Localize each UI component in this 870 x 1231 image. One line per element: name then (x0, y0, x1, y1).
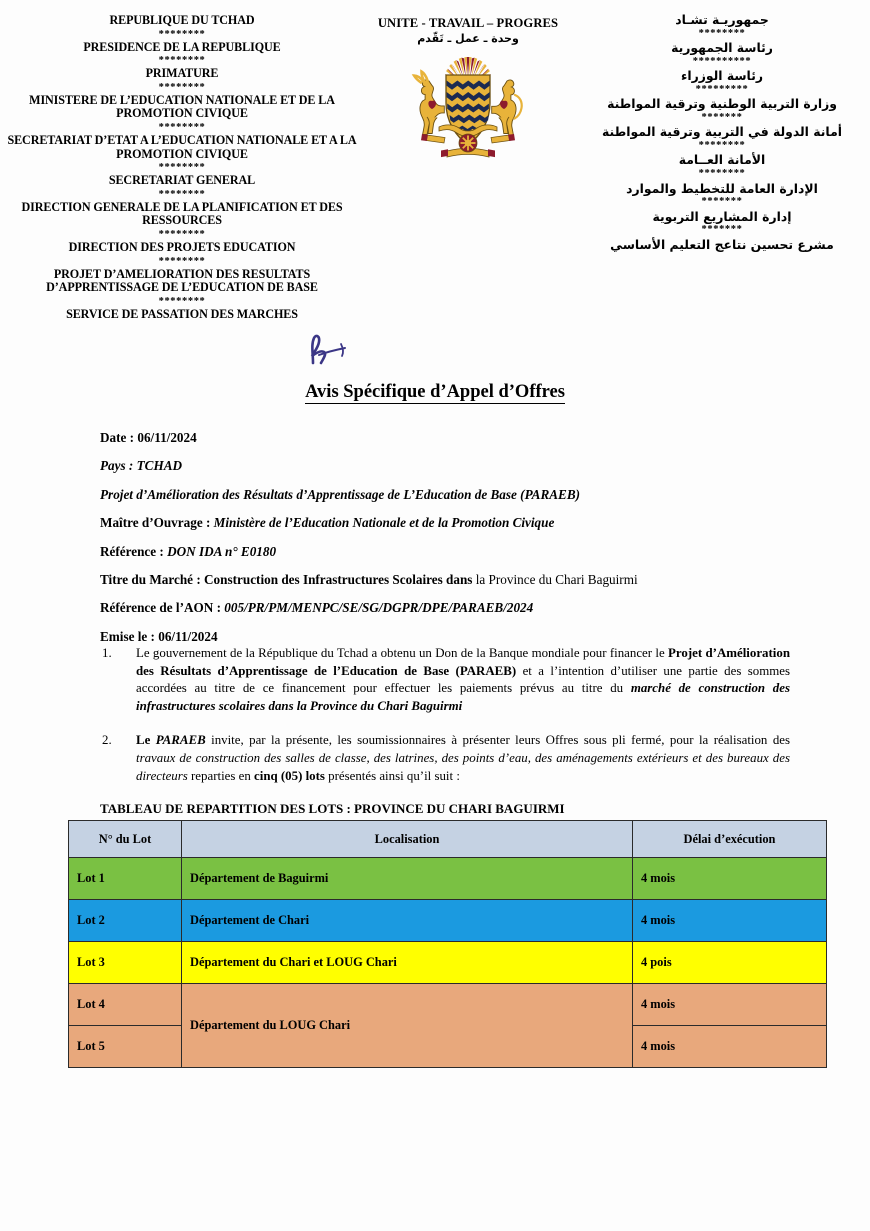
column-header-lot: N° du Lot (69, 821, 182, 858)
clause-text-bold-italic: marché de construction des infrastructures scolaires dans la Province du Chari Baguirmi (136, 681, 790, 713)
clause-number: 2. (102, 733, 112, 748)
meta-label-aon: Référence de l’AON : (100, 600, 221, 616)
header-separator: ******** (158, 295, 206, 307)
meta-value-projet: Projet d’Amélioration des Résultats d’Apprentissage de L’Education de Base (PARAEB) (100, 486, 581, 502)
meta-value-pays: TCHAD (136, 458, 183, 474)
header-ar-separator: ******* (701, 111, 743, 123)
clause-text-bold: cinq (05) lots (254, 768, 325, 783)
header-separator: ******** (158, 121, 206, 133)
header-separator: ******** (158, 188, 206, 200)
table-row (69, 984, 827, 1026)
cell-lot-number: Lot 1 (69, 858, 182, 900)
meta-row-projet (100, 481, 800, 509)
header-ar-line-presidence: رئاسة الجمهورية (671, 40, 773, 56)
clause-text-italic: travaux de construction des salles de classe, des latrines, des points d’eau, des aménagements extérieurs et des bureaux des directeurs (136, 750, 790, 783)
column-header-delai: Délai d’exécution (633, 821, 827, 858)
header-line-republique: REPUBLIQUE DU TCHAD (109, 13, 255, 27)
meta-label-maitre-ouvrage: Maître d’Ouvrage : (100, 515, 211, 531)
header-line-ministere: MINISTERE DE L’EDUCATION NATIONALE ET DE LA PROMOTION CIVIQUE (29, 92, 335, 121)
table-row (69, 900, 827, 942)
cell-lot-number: Lot 3 (69, 942, 182, 984)
header-ar-separator: ********* (695, 83, 749, 95)
header-ar-separator: ******** (698, 168, 746, 180)
header-ar-line-secretariat-general: الأمانة العــامة (678, 152, 766, 168)
header-left-french-block (6, 14, 358, 321)
table-caption: TABLEAU DE REPARTITION DES LOTS : PROVINCE DU CHARI BAGUIRMI (100, 801, 565, 816)
header-separator: ******** (158, 228, 206, 240)
clause-text-part: présentés ainsi qu’il suit : (324, 768, 460, 783)
page-title (0, 382, 870, 403)
header-ar-separator: ******* (701, 196, 743, 208)
meta-value-aon: 005/PR/PM/MENPC/SE/SG/DGPR/DPE/PARAEB/2024 (224, 600, 534, 616)
header-ar-separator: ********** (692, 55, 752, 67)
meta-value-maitre-ouvrage: Ministère de l’Education Nationale et de la Promotion Civique (213, 515, 555, 531)
header-ar-separator: ******** (698, 27, 746, 39)
meta-value-reference: DON IDA n° E0180 (167, 543, 277, 559)
clause-text-part: et a l’intention d’utiliser une partie des sommes accordées au titre de ce financement pour effectuer les paiements prévus au titre du (136, 663, 790, 696)
meta-label-emise: Emise le : (100, 628, 155, 644)
header-ar-line-republique: جمهوريـة تشـاد (675, 12, 769, 27)
meta-label-date: Date : (100, 430, 135, 445)
clause-text-part: invite, par la présente, les soumissionnaires à présenter leurs Offres sous pli fermé, pour la réalisation des (205, 733, 790, 748)
meta-row-maitre-ouvrage (100, 509, 800, 537)
header-ar-line-ministere: وزارة التربية الوطنية وترقية المواطنة (607, 96, 837, 112)
clause-text-part: reparties en (187, 768, 255, 783)
header-ar-line-direction-projets: إدارة المشاريع التربوية (652, 208, 792, 224)
header-ar-separator: ******* (701, 224, 743, 236)
header-right-arabic-block (582, 12, 862, 252)
header-line-presidence: PRESIDENCE DE LA REPUBLIQUE (83, 39, 281, 54)
clause-item (100, 732, 790, 785)
header-ar-line-primature: رئاسة الوزراء (681, 68, 763, 84)
lots-distribution-table (68, 820, 827, 1068)
header-ar-separator: ******** (698, 139, 746, 151)
cell-lot-number: Lot 2 (69, 900, 182, 942)
motto-arabic: وحدة ـ عمل ـ تَقّدم (417, 32, 519, 45)
clause-item (100, 645, 790, 715)
cell-localisation: Département du Chari et LOUG Chari (182, 942, 633, 984)
header-line-primature: PRIMATURE (145, 66, 219, 81)
cell-localisation: Département de Baguirmi (182, 858, 633, 900)
motto-french: UNITE - TRAVAIL – PROGRES (377, 16, 559, 30)
header-ar-line-direction-generale: الإدارة العامة للتخطيط والموارد (626, 180, 818, 196)
document-header (0, 0, 870, 378)
header-line-secretariat-general: SECRETARIAT GENERAL (108, 173, 256, 188)
meta-label-reference: Référence : (100, 543, 164, 559)
cell-lot-number: Lot 5 (69, 1026, 182, 1068)
table-body (69, 858, 827, 1068)
table-row (69, 858, 827, 900)
table-header-row (69, 821, 827, 858)
meta-value-titre-marche-plain: la Province du Chari Baguirmi (475, 572, 638, 588)
header-line-secretariat-etat: SECRETARIAT D’ETAT A L’EDUCATION NATIONALE ET A LA PROMOTION CIVIQUE (7, 132, 357, 161)
header-ar-line-secretariat-etat: أمانة الدولة في التربية وترقية المواطنة (602, 124, 842, 140)
header-separator: ******** (158, 162, 206, 174)
cell-delai: 4 mois (633, 984, 827, 1026)
header-line-service-passation: SERVICE DE PASSATION DES MARCHES (66, 306, 298, 321)
clause-text-bold: Le (136, 733, 156, 748)
clauses-block (100, 645, 790, 802)
table-row (69, 942, 827, 984)
cell-delai: 4 mois (633, 858, 827, 900)
meta-label-pays: Pays : (100, 458, 134, 474)
clause-number: 1. (102, 646, 112, 660)
metadata-block (100, 424, 800, 651)
header-line-direction-generale: DIRECTION GENERALE DE LA PLANIFICATION ET DES RESSOURCES (21, 199, 343, 228)
clause-text-bold-italic: PARAEB (155, 733, 206, 748)
header-ar-line-projet: مشرع تحسين نتاعج التعليم الأساسي (610, 236, 834, 252)
header-separator: ******** (158, 55, 206, 67)
meta-row-titre-marche (100, 566, 800, 594)
handwritten-signature-mark (305, 333, 351, 367)
cell-delai: 4 mois (633, 1026, 827, 1068)
cell-delai: 4 mois (633, 900, 827, 942)
header-line-projet-paraeb: PROJET D’AMELIORATION DES RESULTATS D’APPRENTISSAGE DE L’EDUCATION DE BASE (46, 266, 318, 295)
meta-label-titre-marche: Titre du Marché : (100, 572, 201, 588)
header-line-direction-projets: DIRECTION DES PROJETS EDUCATION (68, 239, 296, 254)
cell-localisation-merged: Département du LOUG Chari (182, 984, 633, 1068)
meta-row-pays (100, 452, 800, 480)
table-header (69, 821, 827, 858)
cell-lot-number: Lot 4 (69, 984, 182, 1026)
meta-row-aon (100, 594, 800, 622)
header-separator: ******** (158, 81, 206, 93)
clause-text-part: Le gouvernement de la République du Tchad a obtenu un Don de la Banque mondiale pour financer le (136, 646, 669, 660)
meta-value-date: 06/11/2024 (137, 430, 197, 445)
column-header-localisation: Localisation (182, 821, 633, 858)
meta-value-titre-marche-bold: Construction des Infrastructures Scolaires dans (204, 572, 473, 588)
page-title-text: Avis Spécifique d’Appel d’Offres (305, 382, 565, 402)
header-center-block (362, 16, 574, 163)
cell-delai: 4 pois (633, 942, 827, 984)
meta-row-reference (100, 538, 800, 566)
meta-row-date (100, 424, 800, 452)
clause-text-bold: Projet d’Amélioration des Résultats d’Apprentissage de l’Education de Base (PARAEB) (136, 646, 790, 678)
header-separator: ******** (158, 28, 206, 40)
header-separator: ******** (158, 255, 206, 267)
cell-localisation: Département de Chari (182, 900, 633, 942)
meta-value-emise: 06/11/2024 (158, 628, 218, 644)
chad-coat-of-arms-icon (403, 51, 533, 163)
